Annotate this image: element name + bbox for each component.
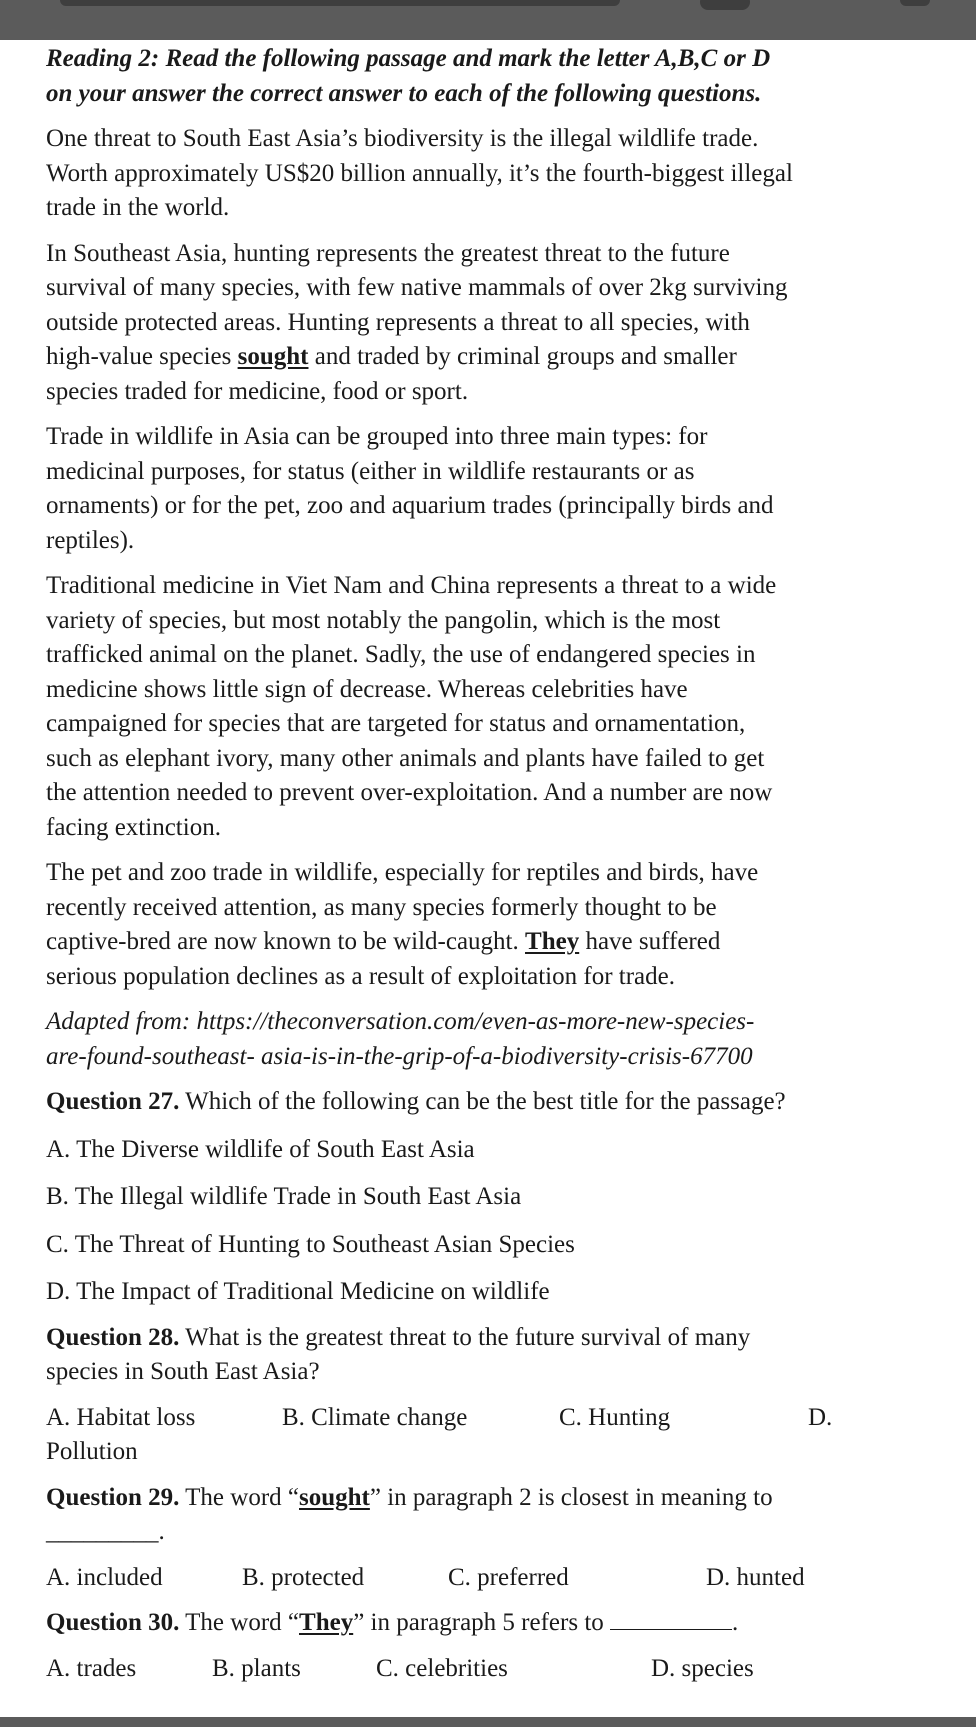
question-27 xyxy=(46,1085,946,1120)
paragraph-1 xyxy=(46,122,946,226)
text-segment: captive-bred are now known to be wild-caught. xyxy=(46,928,526,955)
question-text: The word “ xyxy=(179,1609,300,1636)
q28-option-d[interactable]: D. xyxy=(808,1403,833,1431)
q30-option-c[interactable]: C. celebrities xyxy=(376,1654,508,1682)
text-line: species traded for medicine, food or sport. xyxy=(46,377,469,405)
q30-option-b[interactable]: B. plants xyxy=(212,1654,301,1682)
text-line: variety of species, but most notably the pangolin, which is the most xyxy=(46,606,721,634)
question-label: Question 29. xyxy=(46,1483,180,1511)
top-bar-shadow xyxy=(60,0,620,6)
q30-option-a[interactable]: A. trades xyxy=(46,1654,137,1682)
q28-option-d-continued xyxy=(46,1435,946,1470)
q28-option-b[interactable]: B. Climate change xyxy=(282,1403,468,1431)
text-line: medicine shows little sign of decrease. Whereas celebrities have xyxy=(46,675,688,703)
underlined-word-they: They xyxy=(299,1609,354,1636)
text-line: campaigned for species that are targeted for status and ornamentation, xyxy=(46,710,746,737)
text-segment: and traded by criminal groups and smaller xyxy=(308,343,737,370)
text-line: Trade in wildlife in Asia can be grouped into three main types: for xyxy=(46,423,708,450)
text-line: trade in the world. xyxy=(46,194,230,221)
option-text: Pollution xyxy=(46,1438,138,1465)
text-line xyxy=(46,925,946,960)
q29-options xyxy=(46,1561,946,1596)
text-line: outside protected areas. Hunting represents a threat to all species, with xyxy=(46,308,750,336)
top-bar xyxy=(0,0,976,40)
question-label: Question 28. xyxy=(46,1323,180,1351)
question-label: Question 27. xyxy=(46,1088,180,1115)
paragraph-3 xyxy=(46,420,946,558)
question-text: Which of the following can be the best title for the passage? xyxy=(179,1088,786,1115)
text-line xyxy=(46,340,946,375)
text-line: survival of many species, with few native mammals of over 2kg surviving xyxy=(46,274,788,301)
text-line: trafficked animal on the planet. Sadly, the use of endangered species in xyxy=(46,641,756,668)
text-line: Worth approximately US$20 billion annually, it’s the fourth-biggest illegal xyxy=(46,159,793,187)
source-line: are-found-southeast- asia-is-in-the-grip-of-a-biodiversity-crisis-67700 xyxy=(46,1042,753,1070)
text-line: ornaments) or for the pet, zoo and aquarium trades (principally birds and xyxy=(46,492,774,519)
text-segment: high-value species xyxy=(46,343,238,370)
question-text: The word “ xyxy=(179,1483,300,1511)
q30-options xyxy=(46,1652,946,1687)
option-text: D. The Impact of Traditional Medicine on wildlife xyxy=(46,1278,550,1305)
text-line: serious population declines as a result of exploitation for trade. xyxy=(46,962,675,990)
question-30 xyxy=(46,1606,946,1641)
option-text: A. The Diverse wildlife of South East Asia xyxy=(46,1135,475,1163)
q27-option-b[interactable] xyxy=(46,1180,946,1215)
question-stem xyxy=(46,1606,946,1641)
document-content xyxy=(46,42,946,1686)
text-line: medicinal purposes, for status (either in wildlife restaurants or as xyxy=(46,457,695,485)
paragraph-5 xyxy=(46,856,946,994)
source-line: Adapted from: https://theconversation.com/even-as-more-new-species- xyxy=(46,1008,755,1035)
question-stem xyxy=(46,1321,946,1356)
question-text: ” in paragraph 5 refers to xyxy=(353,1609,604,1636)
q27-option-d[interactable] xyxy=(46,1275,946,1310)
text-line: In Southeast Asia, hunting represents the greatest threat to the future xyxy=(46,239,730,267)
q29-option-d[interactable]: D. hunted xyxy=(706,1563,805,1591)
heading-line: Reading 2: Read the following passage and mark the letter A,B,C or D xyxy=(46,45,771,72)
text-line: The pet and zoo trade in wildlife, especially for reptiles and birds, have xyxy=(46,859,759,886)
option-text: C. The Threat of Hunting to Southeast Asian Species xyxy=(46,1230,575,1258)
q28-option-a[interactable]: A. Habitat loss xyxy=(46,1403,196,1431)
text-line: reptiles). xyxy=(46,526,135,554)
reading-heading xyxy=(46,42,946,111)
text-line: such as elephant ivory, many other animals and plants have failed to get xyxy=(46,744,765,772)
underlined-word-they: They xyxy=(525,928,580,955)
option-text: B. The Illegal wildlife Trade in South East Asia xyxy=(46,1183,522,1210)
q29-option-b[interactable]: B. protected xyxy=(242,1563,365,1591)
text-line: facing extinction. xyxy=(46,813,221,841)
underlined-word-sought: sought xyxy=(299,1483,370,1511)
question-text: ” in paragraph 2 is closest in meaning to xyxy=(369,1483,773,1511)
text-line: Traditional medicine in Viet Nam and China represents a threat to a wide xyxy=(46,572,777,599)
bottom-bar xyxy=(0,1717,976,1727)
top-bar-shadow xyxy=(700,0,750,10)
question-stem xyxy=(46,1085,946,1120)
question-28 xyxy=(46,1321,946,1390)
paragraph-4 xyxy=(46,569,946,845)
text-line: the attention needed to prevent over-exploitation. And a number are now xyxy=(46,779,773,806)
question-29 xyxy=(46,1481,946,1550)
q29-option-a[interactable]: A. included xyxy=(46,1563,163,1591)
top-bar-shadow xyxy=(900,0,930,6)
text-line: recently received attention, as many species formerly thought to be xyxy=(46,893,717,921)
heading-line: on your answer the correct answer to each of the following questions. xyxy=(46,79,762,107)
question-stem xyxy=(46,1481,946,1516)
text-segment: have suffered xyxy=(579,928,721,955)
question-label: Question 30. xyxy=(46,1609,180,1636)
answer-blank: _________. xyxy=(46,1518,165,1545)
source-citation xyxy=(46,1005,946,1074)
q27-option-a[interactable] xyxy=(46,1133,946,1168)
answer-blank xyxy=(610,1609,732,1630)
q28-options xyxy=(46,1401,946,1436)
q28-option-c[interactable]: C. Hunting xyxy=(559,1403,671,1431)
q27-option-c[interactable] xyxy=(46,1228,946,1263)
q30-option-d[interactable]: D. species xyxy=(651,1654,754,1682)
question-text: . xyxy=(732,1609,739,1636)
question-text: species in South East Asia? xyxy=(46,1358,320,1385)
text-line: One threat to South East Asia’s biodiversity is the illegal wildlife trade. xyxy=(46,125,759,152)
question-text: What is the greatest threat to the future survival of many xyxy=(179,1323,751,1351)
underlined-word-sought: sought xyxy=(237,343,309,370)
q29-option-c[interactable]: C. preferred xyxy=(448,1563,569,1591)
paragraph-2 xyxy=(46,237,946,410)
